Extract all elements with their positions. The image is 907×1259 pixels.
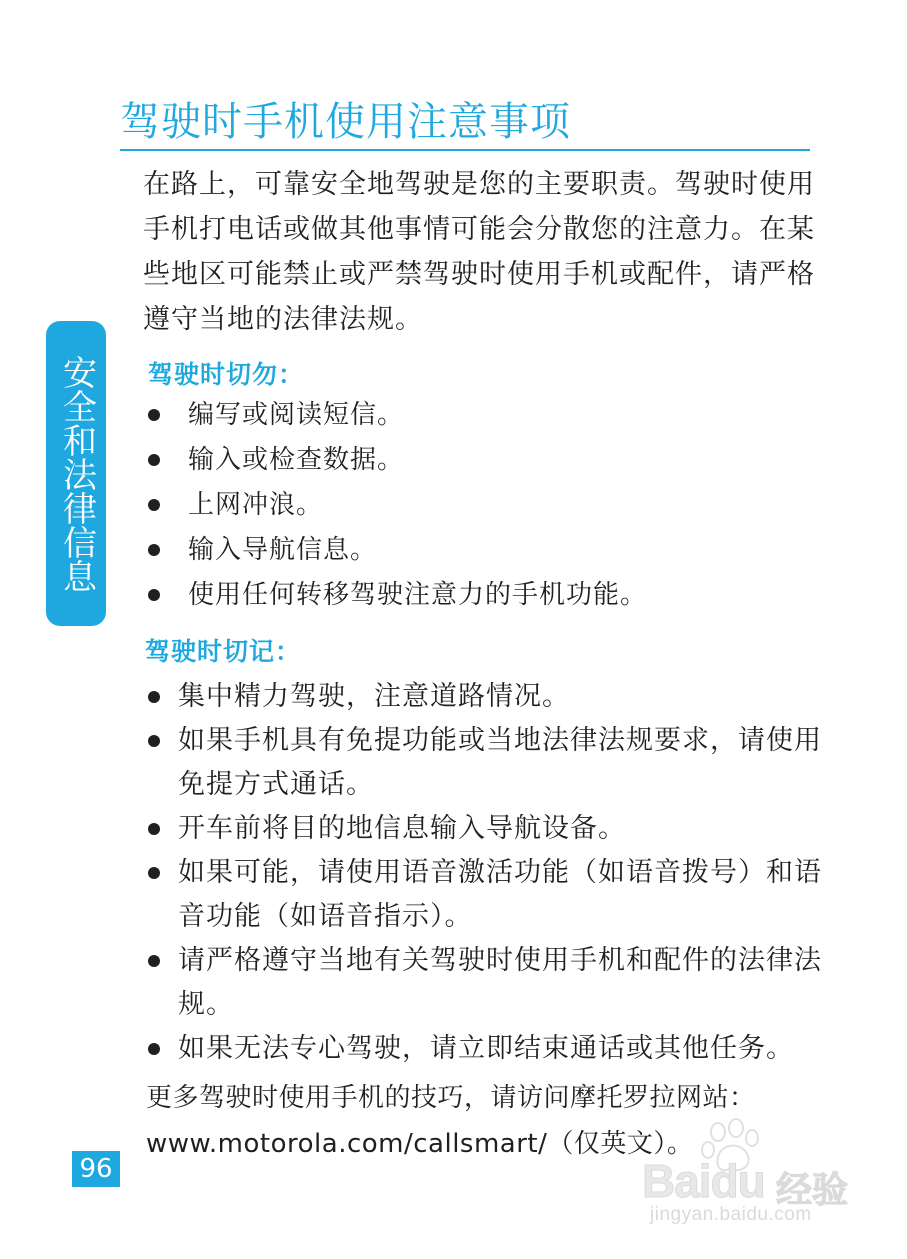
list-item-text: 如果手机具有免提功能或当地法律法规要求，请使用免提方式通话。 xyxy=(178,725,822,800)
list-item-text: 编写或阅读短信。 xyxy=(188,400,405,430)
watermark-brand-cn: 经验 xyxy=(776,1170,849,1211)
list-item xyxy=(146,719,836,807)
list-item xyxy=(146,851,836,939)
outro-url-line: www.motorola.com/callsmart/（仅英文）。 xyxy=(146,1129,694,1159)
list-item-text: 请严格遵守当地有关驾驶时使用手机和配件的法律法规。 xyxy=(178,945,822,1020)
list-item xyxy=(146,573,846,618)
bullet-icon xyxy=(148,691,160,703)
bullet-icon xyxy=(148,544,160,556)
list-item xyxy=(146,939,836,1027)
list-item xyxy=(146,393,846,438)
remember-heading: 驾驶时切记： xyxy=(145,637,302,666)
list-item xyxy=(146,483,846,528)
page-number: 96 xyxy=(72,1151,120,1187)
bullet-icon xyxy=(148,823,160,835)
bullet-icon xyxy=(148,499,160,511)
list-item xyxy=(146,438,846,483)
watermark-brand: Baidu xyxy=(642,1155,765,1207)
list-item-text: 输入或检查数据。 xyxy=(188,445,405,475)
list-item-text: 如果可能，请使用语音激活功能（如语音拨号）和语音功能（如语音指示）。 xyxy=(178,857,822,932)
do-not-list xyxy=(146,393,846,618)
do-not-heading: 驾驶时切勿： xyxy=(148,360,305,389)
bullet-icon xyxy=(148,955,160,967)
page-title: 驾驶时手机使用注意事项 xyxy=(120,99,571,145)
outro-line: 更多驾驶时使用手机的技巧，请访问摩托罗拉网站： xyxy=(146,1083,756,1113)
list-item-text: 上网冲浪。 xyxy=(188,490,324,520)
bullet-icon xyxy=(148,735,160,747)
list-item xyxy=(146,807,836,851)
bullet-icon xyxy=(148,409,160,421)
list-item-text: 输入导航信息。 xyxy=(188,535,378,565)
list-item-text: 开车前将目的地信息输入导航设备。 xyxy=(178,813,626,844)
baidu-watermark xyxy=(636,1118,876,1228)
remember-list xyxy=(146,675,836,1071)
list-item-text: 集中精力驾驶，注意道路情况。 xyxy=(178,681,570,712)
list-item-text: 使用任何转移驾驶注意力的手机功能。 xyxy=(188,580,648,610)
list-item-text: 如果无法专心驾驶，请立即结束通话或其他任务。 xyxy=(178,1033,794,1064)
list-item xyxy=(146,528,846,573)
bullet-icon xyxy=(148,589,160,601)
intro-paragraph: 在路上，可靠安全地驾驶是您的主要职责。驾驶时使用手机打电话或做其他事情可能会分散您的注意力。在某些地区可能禁止或严禁驾驶时使用手机或配件，请严格遵守当地的法律法规。 xyxy=(143,169,815,335)
bullet-icon xyxy=(148,867,160,879)
section-side-tab-label: 安全和法律信息 xyxy=(56,354,97,593)
bullet-icon xyxy=(148,1043,160,1055)
list-item xyxy=(146,675,836,719)
section-side-tab xyxy=(46,321,106,626)
watermark-url: jingyan.baidu.com xyxy=(650,1204,812,1225)
bullet-icon xyxy=(148,454,160,466)
list-item xyxy=(146,1027,836,1071)
title-divider xyxy=(120,149,810,151)
